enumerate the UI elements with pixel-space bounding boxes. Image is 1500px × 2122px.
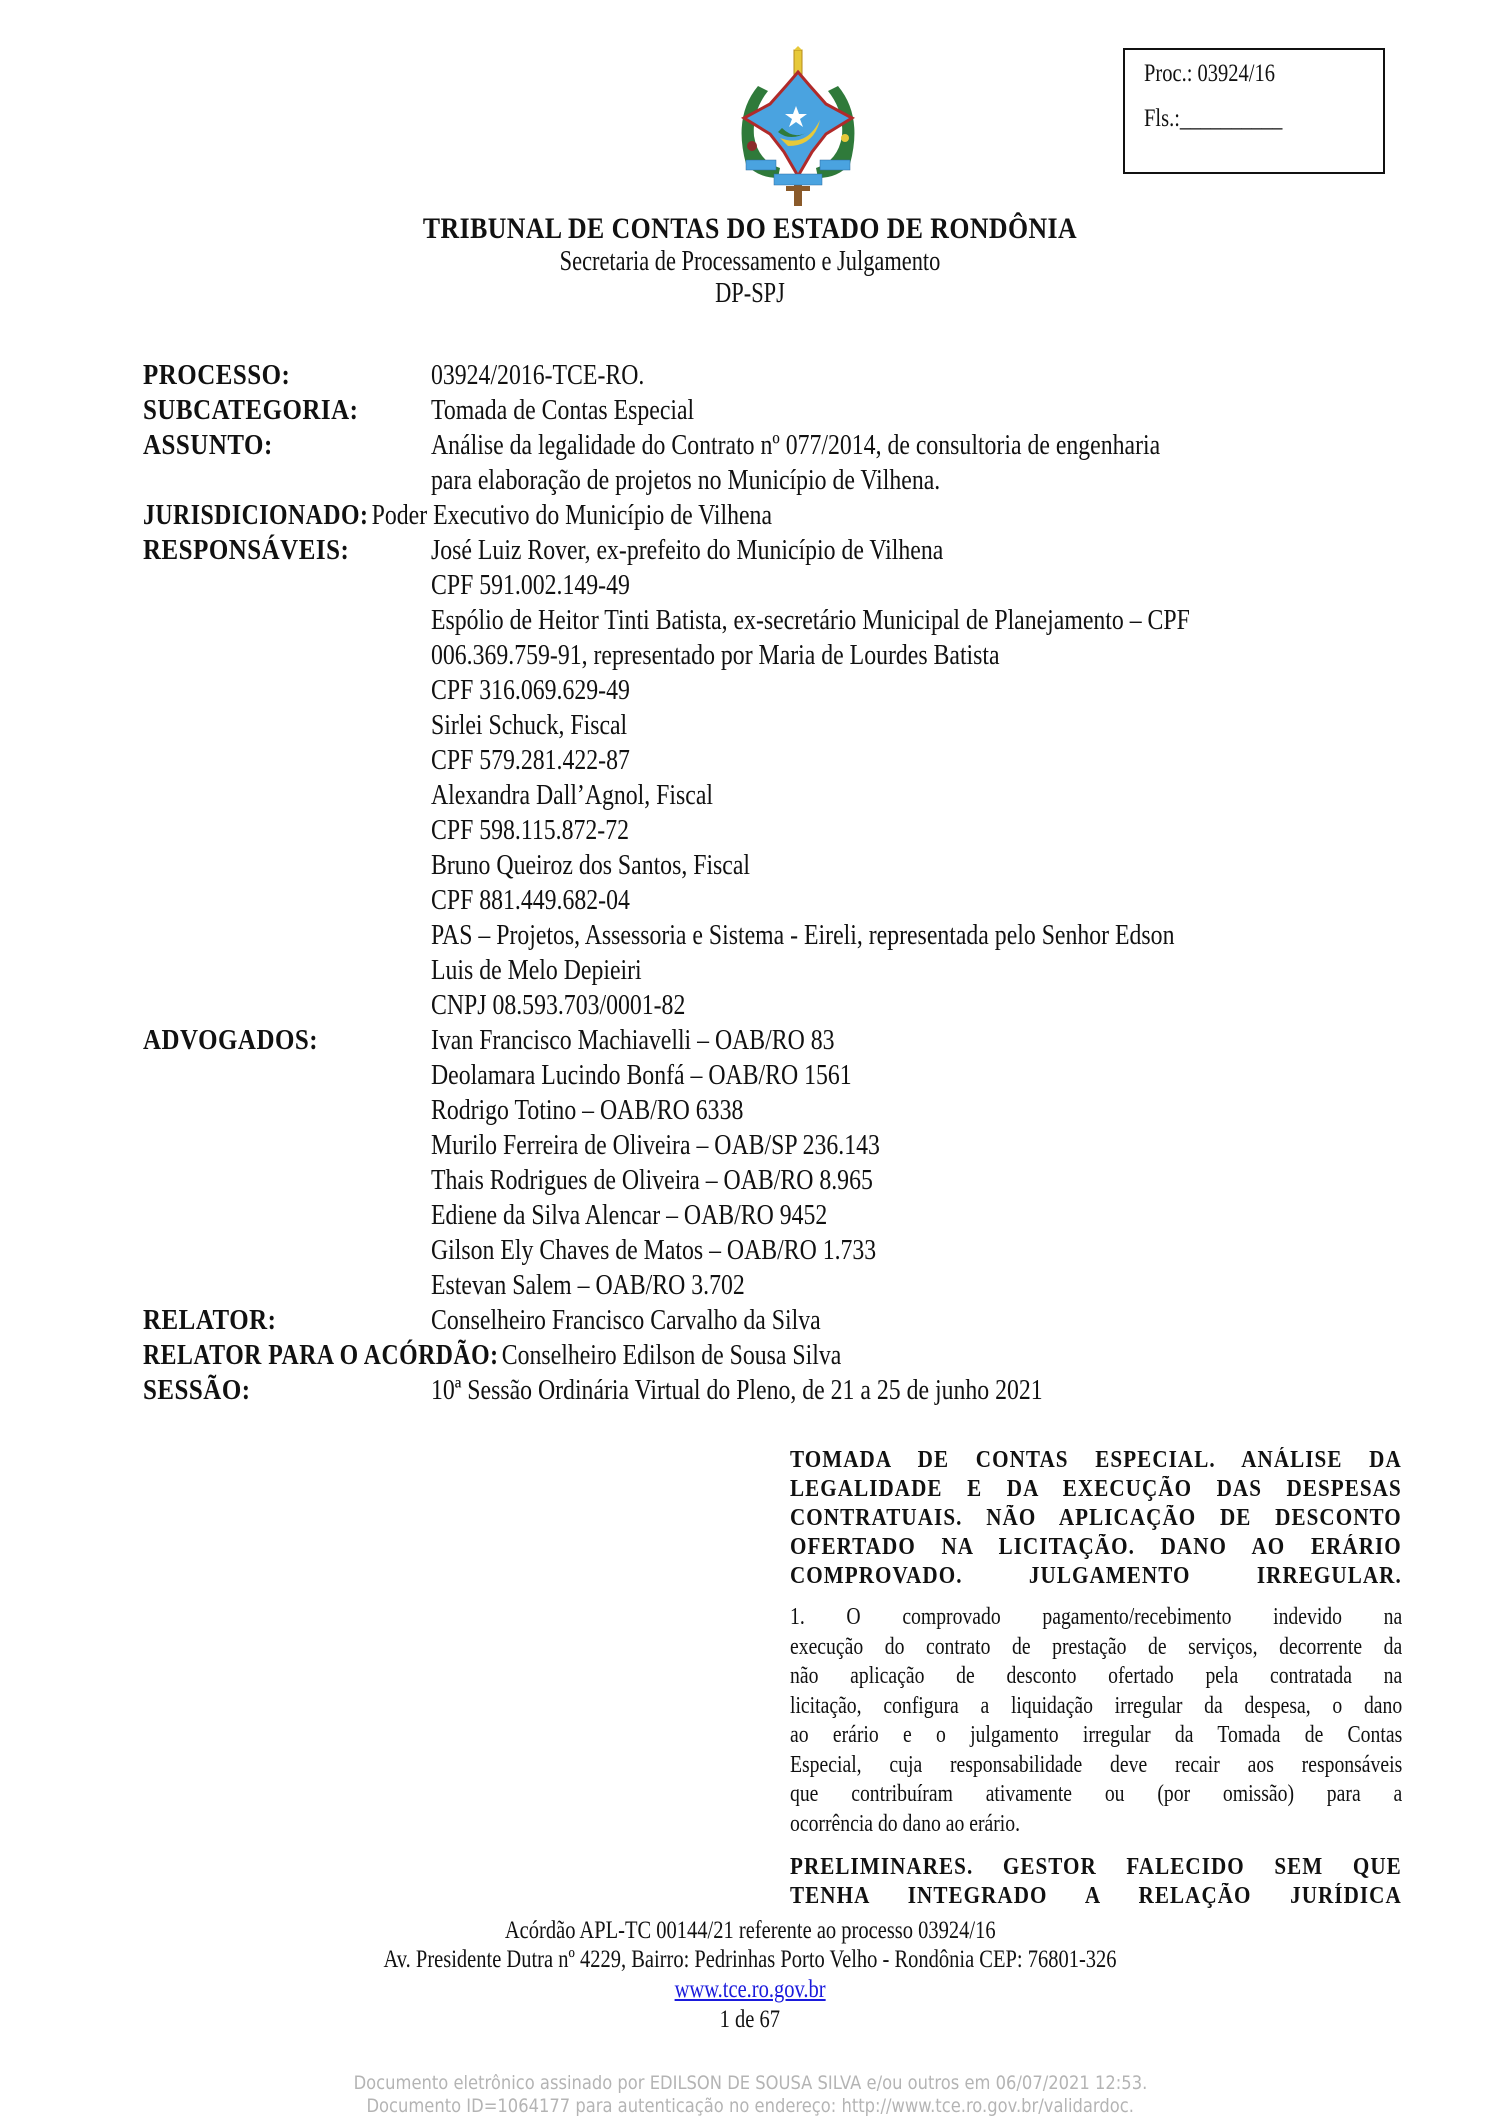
ementa-heading-line: OFERTADO NA LICITAÇÃO. DANO AO ERÁRIO — [790, 1534, 1402, 1560]
responsavel-line: CPF 316.069.629-49 — [431, 674, 630, 706]
advogado-line: Ivan Francisco Machiavelli – OAB/RO 83 — [431, 1024, 835, 1056]
ementa-heading — [790, 1446, 1402, 1591]
signature-text: Documento ID=1064177 para autenticação no endereço: http://www.tce.ro.gov.br/validardoc. — [366, 2095, 1134, 2117]
ementa-item-line: 1. O comprovado pagamento/recebimento indevido na — [790, 1604, 1403, 1630]
jurisdicionado-value: Poder Executivo do Município de Vilhena — [371, 499, 773, 531]
ementa-block — [790, 1446, 1402, 1911]
processo-value: 03924/2016-TCE-RO. — [431, 359, 645, 391]
page-number-text: 1 de 67 — [719, 2006, 781, 2033]
meta-row-responsaveis — [143, 533, 1403, 1023]
subcategoria-label: SUBCATEGORIA: — [143, 394, 359, 426]
rondonia-coat-of-arms-icon — [728, 46, 868, 208]
responsavel-line: CPF 881.449.682-04 — [431, 884, 630, 916]
ementa-item-line: Especial, cuja responsabilidade deve recair aos responsáveis — [790, 1751, 1403, 1778]
signature-line-2 — [0, 2095, 1500, 2117]
meta-row-assunto — [143, 428, 1403, 498]
advogado-line: Estevan Salem – OAB/RO 3.702 — [431, 1269, 745, 1301]
meta-row-advogados — [143, 1023, 1403, 1303]
ementa-item-line: licitação, configura a liquidação irregular da despesa, o dano — [790, 1692, 1403, 1719]
footer-address-text: Av. Presidente Dutra nº 4229, Bairro: Pedrinhas Porto Velho - Rondônia CEP: 76801-326 — [383, 1946, 1117, 1973]
institution-title: TRIBUNAL DE CONTAS DO ESTADO DE RONDÔNIA — [422, 212, 1078, 245]
ementa-heading-line: TOMADA DE CONTAS ESPECIAL. ANÁLISE DA — [790, 1447, 1402, 1473]
assunto-line: para elaboração de projetos no Município de Vilhena. — [431, 464, 941, 496]
ementa-heading-2 — [790, 1853, 1402, 1911]
process-metadata — [143, 358, 1403, 1408]
meta-row-subcategoria — [143, 393, 1403, 428]
meta-row-jurisdicionado — [143, 498, 1403, 533]
relator-value: Conselheiro Francisco Carvalho da Silva — [431, 1304, 821, 1336]
meta-row-processo — [143, 358, 1403, 393]
responsavel-line: José Luiz Rover, ex-prefeito do Município de Vilhena — [431, 534, 944, 566]
signature-line-1 — [0, 2072, 1500, 2094]
responsavel-line: Alexandra Dall’Agnol, Fiscal — [431, 779, 713, 811]
footer-acordao-text: Acórdão APL-TC 00144/21 referente ao processo 03924/16 — [504, 1917, 996, 1944]
subcategoria-value: Tomada de Contas Especial — [431, 394, 695, 426]
meta-row-relator-acordao — [143, 1338, 1403, 1373]
department-code: DP-SPJ — [715, 278, 785, 309]
responsavel-line: CPF 591.002.149-49 — [431, 569, 630, 601]
process-stamp-box — [1123, 48, 1385, 174]
sessao-value: 10ª Sessão Ordinária Virtual do Pleno, de 21 a 25 de junho 2021 — [431, 1374, 1043, 1406]
ementa-item-line: ocorrência do dano ao erário. — [790, 1810, 1021, 1837]
responsavel-line: Bruno Queiroz dos Santos, Fiscal — [431, 849, 751, 881]
relator-acordao-value: Conselheiro Edilson de Sousa Silva — [501, 1339, 842, 1371]
relator-label: RELATOR: — [143, 1304, 277, 1336]
advogado-line: Murilo Ferreira de Oliveira – OAB/SP 236.143 — [431, 1129, 880, 1161]
fls-field: Fls.:__________ — [1144, 105, 1283, 132]
ementa-item-1 — [790, 1603, 1402, 1839]
jurisdicionado-label: JURISDICIONADO: — [143, 499, 369, 531]
responsavel-line: CPF 598.115.872-72 — [431, 814, 629, 846]
advogado-line: Gilson Ely Chaves de Matos – OAB/RO 1.733 — [431, 1234, 877, 1266]
advogado-line: Ediene da Silva Alencar – OAB/RO 9452 — [431, 1199, 828, 1231]
footer-acordao-ref — [0, 1917, 1500, 1945]
assunto-line: Análise da legalidade do Contrato nº 077/2014, de consultoria de engenharia — [431, 429, 1161, 461]
ementa-heading-line: CONTRATUAIS. NÃO APLICAÇÃO DE DESCONTO — [790, 1505, 1402, 1531]
page-number — [0, 2006, 1500, 2034]
meta-row-sessao — [143, 1373, 1403, 1408]
sessao-label: SESSÃO: — [143, 1374, 251, 1406]
signature-text: Documento eletrônico assinado por EDILSON DE SOUSA SILVA e/ou outros em 06/07/2021 12:53. — [353, 2072, 1147, 2094]
proc-number: Proc.: 03924/16 — [1144, 60, 1275, 87]
ementa-heading-line: PRELIMINARES. GESTOR FALECIDO SEM QUE — [790, 1854, 1402, 1880]
responsavel-line: 006.369.759-91, representado por Maria de Lourdes Batista — [431, 639, 1000, 671]
responsavel-line: CPF 579.281.422-87 — [431, 744, 630, 776]
ementa-item-line: que contribuíram ativamente ou (por omissão) para a — [790, 1781, 1403, 1807]
responsaveis-label: RESPONSÁVEIS: — [143, 534, 350, 566]
responsavel-line: Espólio de Heitor Tinti Batista, ex-secretário Municipal de Planejamento – CPF — [431, 604, 1190, 636]
responsavel-line: Sirlei Schuck, Fiscal — [431, 709, 628, 741]
ementa-item-line: não aplicação de desconto ofertado pela contratada na — [790, 1663, 1403, 1689]
processo-label: PROCESSO: — [143, 359, 291, 391]
responsavel-line: CNPJ 08.593.703/0001-82 — [431, 989, 686, 1021]
institution-subtitle: Secretaria de Processamento e Julgamento — [559, 246, 941, 277]
advogado-line: Deolamara Lucindo Bonfá – OAB/RO 1561 — [431, 1059, 852, 1091]
advogado-line: Thais Rodrigues de Oliveira – OAB/RO 8.965 — [431, 1164, 873, 1196]
assunto-label: ASSUNTO: — [143, 429, 273, 461]
advogados-label: ADVOGADOS: — [143, 1024, 319, 1056]
responsavel-line: PAS – Projetos, Assessoria e Sistema - Eireli, representada pelo Senhor Edson — [431, 919, 1175, 951]
responsavel-line: Luis de Melo Depieiri — [431, 954, 642, 986]
advogado-line: Rodrigo Totino – OAB/RO 6338 — [431, 1094, 744, 1126]
ementa-heading-line: TENHA INTEGRADO A RELAÇÃO JURÍDICA — [790, 1883, 1402, 1909]
ementa-item-line: ao erário e o julgamento irregular da Tomada de Contas — [790, 1722, 1403, 1748]
relator-acordao-label: RELATOR PARA O ACÓRDÃO: — [143, 1339, 499, 1371]
ementa-item-line: execução do contrato de prestação de serviços, decorrente da — [790, 1633, 1403, 1660]
footer-website — [0, 1976, 1500, 2004]
meta-row-relator — [143, 1303, 1403, 1338]
website-link[interactable]: www.tce.ro.gov.br — [674, 1976, 826, 2003]
ementa-heading-line: LEGALIDADE E DA EXECUÇÃO DAS DESPESAS — [790, 1476, 1402, 1502]
footer-address — [0, 1946, 1500, 1974]
ementa-heading-line: COMPROVADO. JULGAMENTO IRREGULAR. — [790, 1563, 1402, 1589]
